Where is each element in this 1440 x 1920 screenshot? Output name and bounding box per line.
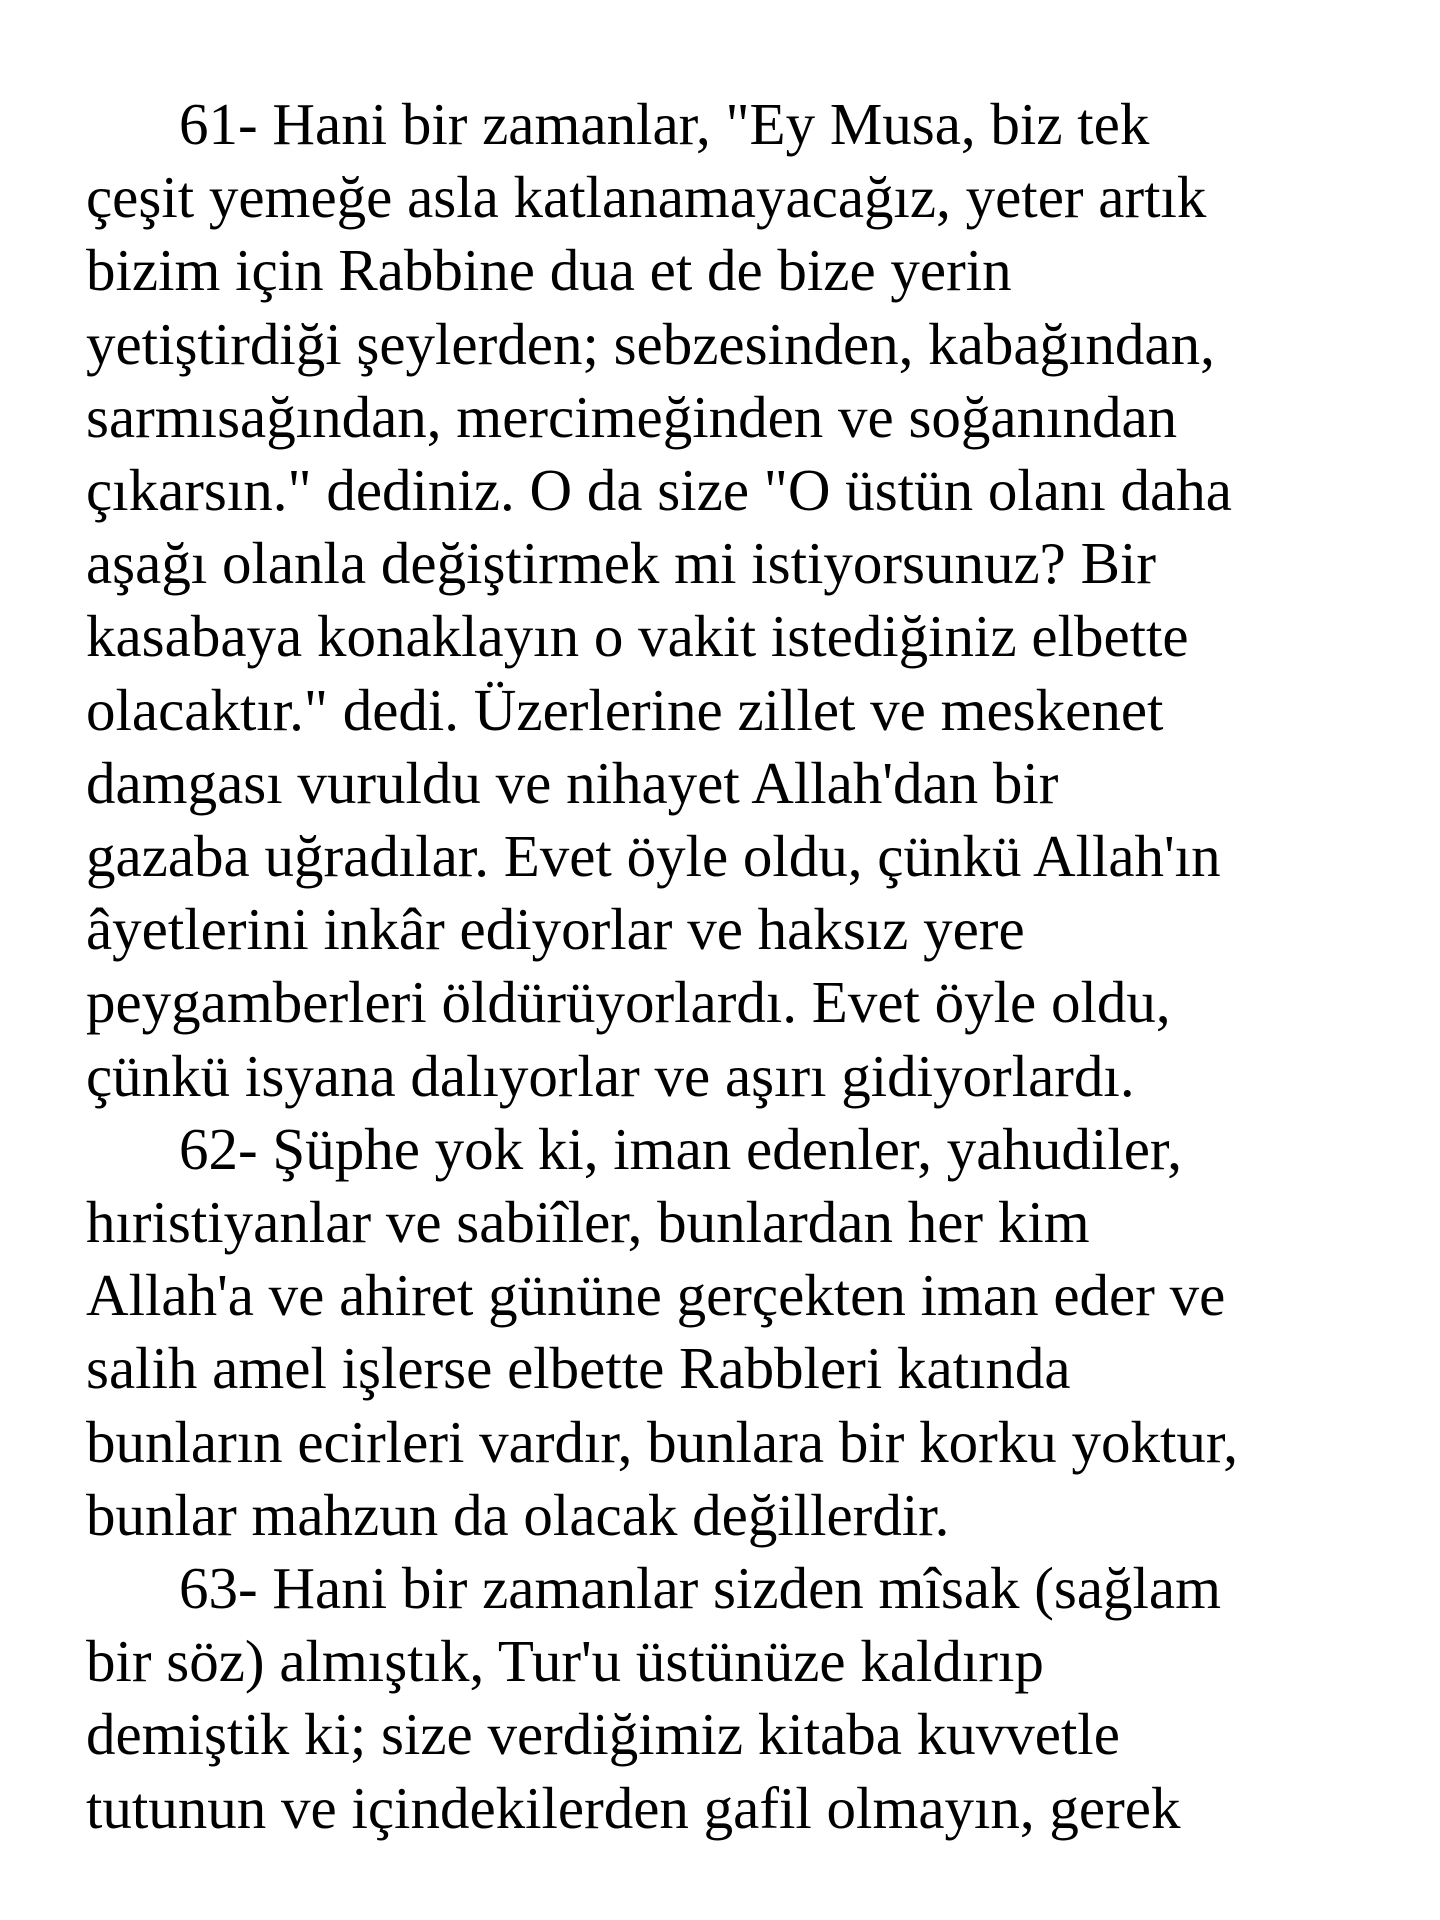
verse-61 — [86, 88, 1406, 1113]
verse-62 — [86, 1113, 1406, 1552]
document-page — [86, 88, 1406, 1845]
text-line: âyetlerini inkâr ediyorlar ve haksız yere — [86, 896, 1025, 963]
text-line: çünkü isyana dalıyorlar ve aşırı gidiyorlardı. — [86, 1042, 1135, 1109]
text-line: olacaktır." dedi. Üzerlerine zillet ve meskenet — [86, 676, 1164, 743]
text-line: salih amel işlerse elbette Rabbleri katında — [86, 1335, 1071, 1402]
text-line: demiştik ki; size verdiğimiz kitaba kuvvetle — [86, 1701, 1120, 1768]
text-line: tutunun ve içindekilerden gafil olmayın, gerek — [86, 1774, 1181, 1841]
text-line: bir söz) almıştık, Tur'u üstünüze kaldırıp — [86, 1628, 1044, 1695]
text-line: gazaba uğradılar. Evet öyle oldu, çünkü Allah'ın — [86, 823, 1221, 890]
text-line: peygamberleri öldürüyorlardı. Evet öyle oldu, — [86, 969, 1171, 1036]
verse-63 — [86, 1552, 1406, 1845]
text-line: sarmısağından, mercimeğinden ve soğanından — [86, 383, 1178, 450]
text-line: hıristiyanlar ve sabiîler, bunlardan her kim — [86, 1189, 1090, 1256]
text-line: damgası vuruldu ve nihayet Allah'dan bir — [86, 749, 1059, 816]
text-line: aşağı olanla değiştirmek mi istiyorsunuz? Bir — [86, 530, 1156, 597]
text-line: yetiştirdiği şeylerden; sebzesinden, kabağından, — [86, 310, 1215, 377]
text-line: 62- Şüphe yok ki, iman edenler, yahudiler, — [179, 1115, 1182, 1182]
text-line: 61- Hani bir zamanlar, "Ey Musa, biz tek — [179, 91, 1150, 157]
text-line: bunlar mahzun da olacak değillerdir. — [86, 1481, 950, 1548]
text-line: bunların ecirleri vardır, bunlara bir korku yoktur, — [86, 1408, 1238, 1475]
text-line: çeşit yemeğe asla katlanamayacağız, yeter artık — [86, 164, 1207, 231]
text-line: 63- Hani bir zamanlar sizden mîsak (sağlam — [179, 1555, 1221, 1622]
text-line: Allah'a ve ahiret gününe gerçekten iman eder ve — [86, 1262, 1226, 1329]
text-line: bizim için Rabbine dua et de bize yerin — [86, 237, 1012, 304]
text-line: kasabaya konaklayın o vakit istediğiniz elbette — [86, 603, 1189, 670]
text-line: çıkarsın." dediniz. O da size "O üstün olanı daha — [86, 457, 1232, 524]
